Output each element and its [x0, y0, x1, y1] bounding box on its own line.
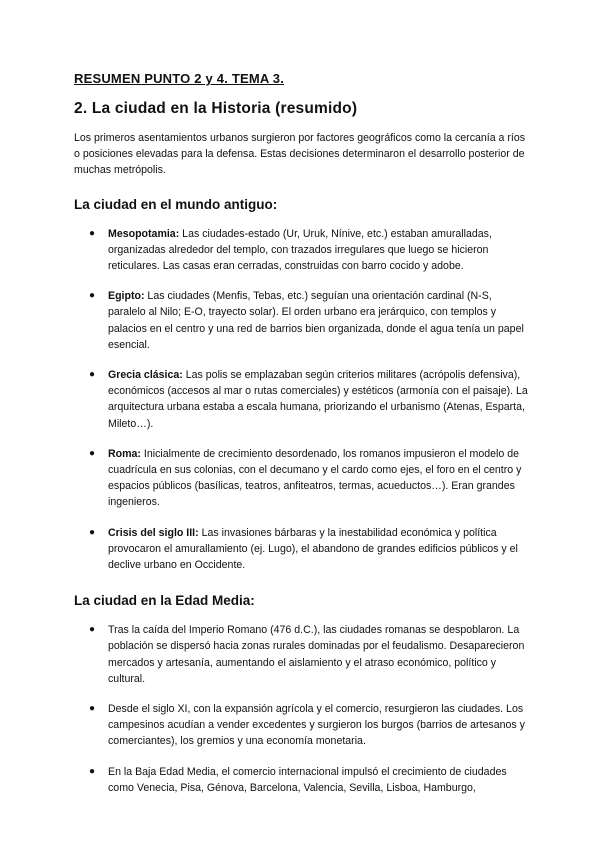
- item-text: Inicialmente de crecimiento desordenado, los romanos impusieron el modelo de cuadrícula en sus colonias, con el decumano y el cardo como ejes, el foro en el centro y espacios públicos (basílicas, teatros, anfiteatros, termas, acueductos…). Eran grandes ingenieros.: [108, 447, 522, 509]
- list-item: [72, 622, 528, 687]
- bullet-icon: ●: [89, 447, 96, 459]
- list-item: [72, 446, 528, 511]
- item-term: Mesopotamia:: [108, 227, 180, 240]
- main-title: RESUMEN PUNTO 2 y 4. TEMA 3.: [74, 71, 285, 86]
- item-term: Egipto:: [108, 290, 145, 303]
- list-item: [72, 288, 528, 353]
- intro-paragraph: Los primeros asentamientos urbanos surgieron por factores geográficos como la cercanía a ríos o posiciones elevadas para la defensa. Estas decisiones determinaron el desarrollo posterior de muchas metrópolis.: [74, 132, 526, 177]
- list-item: [72, 226, 528, 275]
- section-title: 2. La ciudad en la Historia (resumido): [74, 100, 358, 117]
- bullet-icon: ●: [89, 290, 96, 302]
- list-item: [72, 701, 528, 750]
- item-text: Las polis se emplazaban según criterios militares (acrópolis defensiva), económicos (accesos al mar o rutas comerciales) y estéticos (armonía con el paisaje). La arquitectura urbana estaba a escala humana, priorizando el urbanismo (Atenas, Esparta, Mileto…).: [108, 369, 528, 430]
- item-text: Las invasiones bárbaras y la inestabilidad económica y política provocaron el amurallamiento (ej. Lugo), el abandono de grandes edificios públicos y el declive urbano en Occidente.: [108, 526, 518, 572]
- item-term: Roma:: [108, 447, 141, 460]
- bullet-icon: ●: [89, 227, 96, 239]
- bullet-icon: ●: [89, 624, 96, 636]
- ancient-heading: La ciudad en el mundo antiguo:: [74, 196, 278, 212]
- list-item: [72, 764, 528, 796]
- bullet-icon: ●: [89, 369, 96, 381]
- item-term: Grecia clásica:: [108, 369, 183, 382]
- list-item: [72, 367, 528, 432]
- bullet-icon: ●: [89, 765, 96, 777]
- item-term: Crisis del siglo III:: [108, 526, 199, 539]
- item-text: Las ciudades-estado (Ur, Uruk, Nínive, etc.) estaban amuralladas, organizadas alrededor del templo, con trazados irregulares que luego se hicieron reticulares. Las casas eran cerradas, construidas con barro cocido y adobe.: [108, 227, 492, 273]
- medieval-list: [72, 622, 528, 796]
- medieval-heading: La ciudad en la Edad Media:: [74, 593, 255, 609]
- item-text: Desde el siglo XI, con la expansión agrícola y el comercio, resurgieron las ciudades. Los campesinos acudían a vender excedentes y surgieron los burgos (barrios de artesanos y comerciantes), los gremios y una economía monetaria.: [108, 703, 525, 748]
- item-text: En la Baja Edad Media, el comercio internacional impulsó el crecimiento de ciudades como Venecia, Pisa, Génova, Barcelona, Valencia, Sevilla, Lisboa, Hamburgo,: [108, 765, 507, 794]
- bullet-icon: ●: [89, 526, 96, 538]
- bullet-icon: ●: [89, 703, 96, 715]
- ancient-list: [72, 226, 528, 574]
- list-item: [72, 525, 528, 574]
- item-text: Las ciudades (Menfis, Tebas, etc.) seguían una orientación cardinal (N-S, paralelo al Nilo; E-O, trayecto solar). El orden urbano era jerárquico, con templos y palacios en el centro y una red de barrios bien organizada, donde el agua tenía un papel esencial.: [108, 290, 524, 351]
- item-text: Tras la caída del Imperio Romano (476 d.C.), las ciudades romanas se despoblaron. La población se dispersó hacia zonas rurales dominadas por el feudalismo. Desaparecieron mercados y artesanía, aumentando el aislamiento y el atraso económico, político y cultural.: [108, 624, 525, 685]
